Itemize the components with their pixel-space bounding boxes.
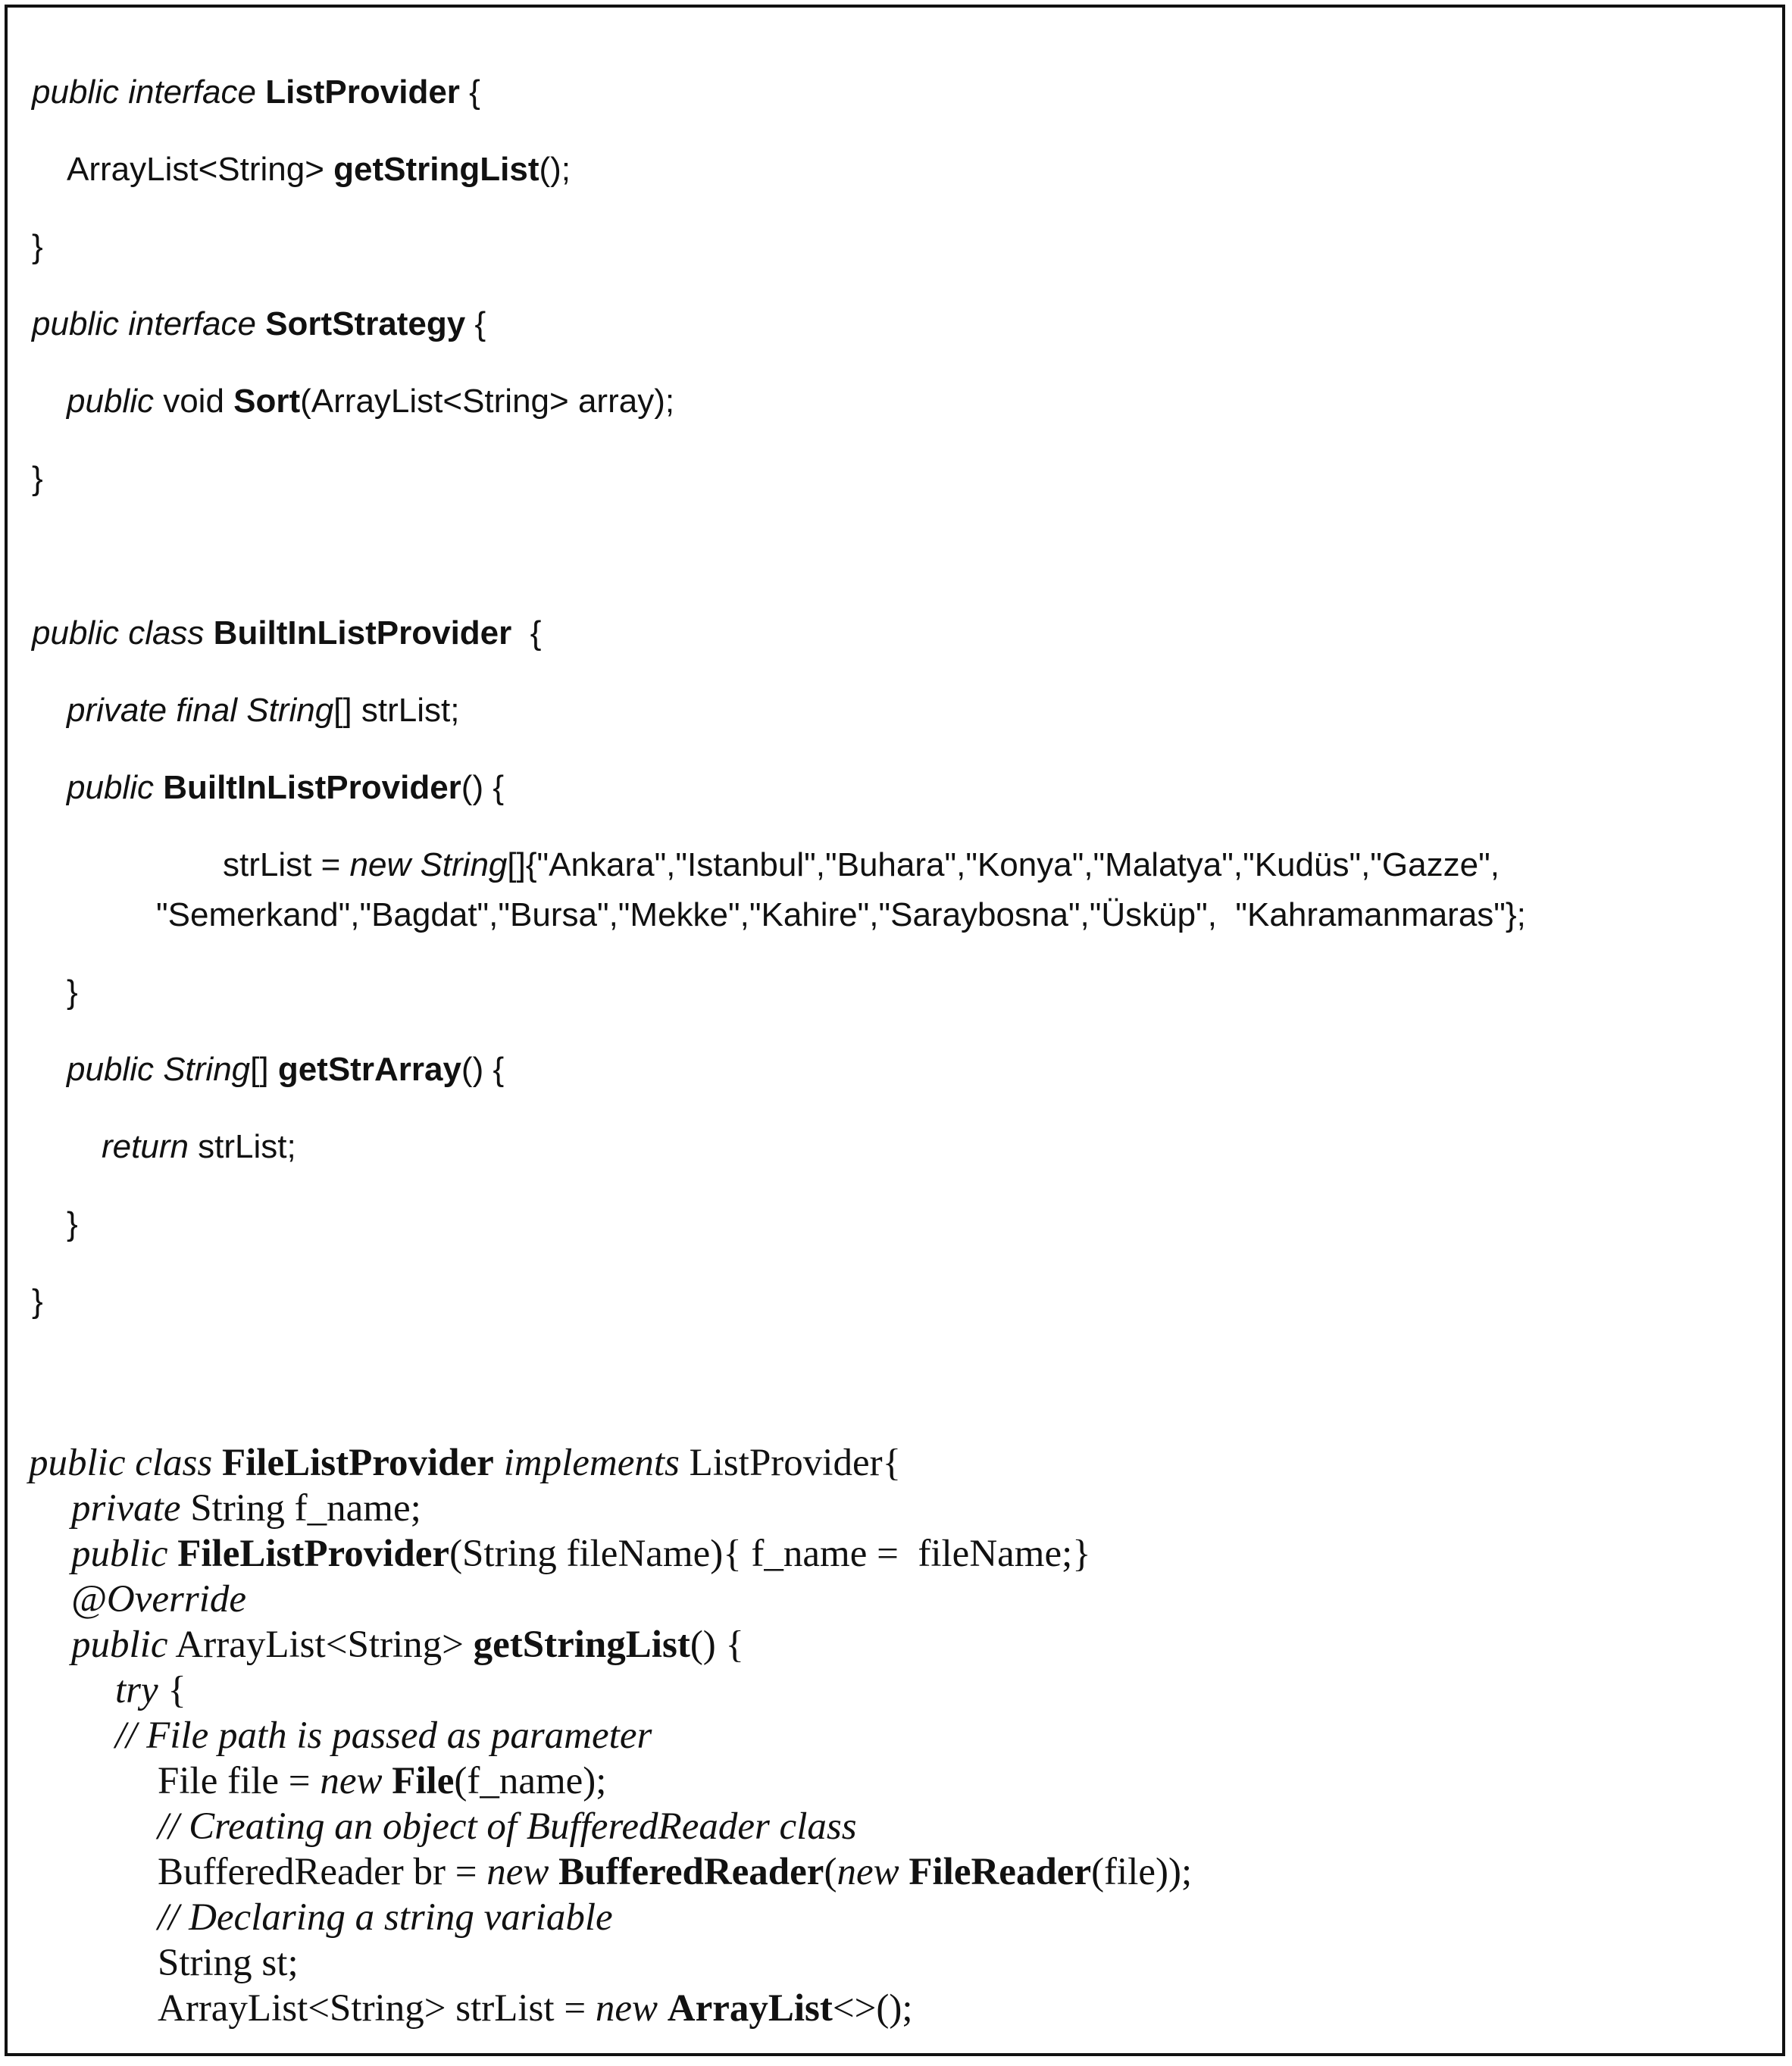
code-token: public	[71, 1533, 168, 1575]
code-token: BuiltInListProvider	[213, 614, 512, 652]
code-token: getStringList	[333, 151, 539, 188]
code-token: ListProvider	[265, 73, 460, 111]
code-token: () {	[690, 1624, 745, 1666]
code-line	[67, 1053, 504, 1086]
code-token: }	[32, 1283, 43, 1320]
code-token: }	[67, 974, 78, 1011]
code-line	[32, 230, 43, 264]
code-token: []{"Ankara","Istanbul","Buhara","Konya","Malatya","Kudüs","Gazze",	[507, 846, 1500, 883]
code-token: {	[158, 1669, 186, 1711]
code-token: getStrArray	[277, 1051, 461, 1088]
code-line	[158, 1805, 857, 1848]
code-token	[549, 1851, 558, 1893]
code-line	[71, 1535, 1091, 1574]
code-token: strList;	[188, 1128, 296, 1165]
code-token: () {	[461, 1051, 505, 1088]
code-token: FileListProvider	[177, 1533, 450, 1575]
code-token: }	[32, 460, 43, 497]
code-token: ArrayList<String>	[167, 1624, 474, 1666]
code-line	[67, 1205, 78, 1242]
code-line	[67, 976, 78, 1009]
code-listing-frame	[5, 5, 1785, 2056]
code-line	[32, 462, 43, 495]
code-token: String f_name;	[180, 1487, 421, 1530]
code-token	[256, 305, 265, 342]
code-token: new String	[349, 846, 508, 883]
code-token: private final String	[67, 692, 334, 729]
code-token: // File path is passed as parameter	[115, 1714, 652, 1757]
code-line	[223, 846, 1500, 883]
code-token	[212, 1442, 222, 1484]
code-token: @Override	[71, 1578, 247, 1621]
code-line	[32, 305, 486, 342]
code-token: strList =	[223, 846, 350, 883]
code-line	[71, 1580, 246, 1619]
code-token: public	[71, 1624, 168, 1666]
code-token: public	[67, 383, 154, 420]
code-token	[899, 1851, 909, 1893]
code-line	[67, 385, 674, 418]
code-token: new	[320, 1760, 383, 1802]
code-line	[156, 896, 1526, 933]
code-token: (file));	[1091, 1851, 1193, 1893]
code-token: <>();	[832, 1987, 913, 2030]
code-line	[158, 1762, 606, 1801]
code-line	[29, 1444, 901, 1483]
code-token: ListProvider{	[679, 1442, 902, 1484]
code-line	[67, 694, 459, 727]
code-line	[158, 1944, 299, 1983]
code-token: }	[32, 228, 43, 265]
code-token: public class	[29, 1442, 213, 1484]
code-token: // Declaring a string variable	[158, 1896, 613, 1939]
code-token: ArrayList<String>	[67, 151, 334, 188]
code-token: FileListProvider	[221, 1442, 494, 1484]
code-token: SortStrategy	[265, 305, 466, 342]
code-token: FileReader	[909, 1851, 1092, 1893]
code-token: void	[153, 383, 234, 420]
code-token	[256, 73, 265, 111]
code-token: Sort	[233, 383, 301, 420]
code-token: new	[837, 1851, 899, 1893]
code-token: new	[595, 1987, 658, 2030]
code-token: ArrayList	[667, 1987, 833, 2030]
code-token: getStringList	[473, 1624, 690, 1666]
code-token: public class	[32, 614, 205, 652]
code-token: {	[459, 73, 480, 111]
code-token: (	[824, 1851, 837, 1893]
code-token: ArrayList<String> strList =	[158, 1987, 596, 2030]
code-line	[158, 1989, 913, 2028]
code-token: "Semerkand","Bagdat","Bursa","Mekke","Kahire","Saraybosna","Üsküp", "Kahramanmaras"};	[156, 896, 1526, 933]
code-token: () {	[461, 769, 505, 806]
code-line	[32, 1285, 43, 1318]
code-token	[154, 769, 163, 806]
code-token: File file =	[158, 1760, 321, 1802]
code-token: private	[71, 1487, 181, 1530]
code-token: [] strList;	[333, 692, 460, 729]
code-token: // Creating an object of BufferedReader class	[158, 1805, 857, 1848]
code-token: public String	[67, 1051, 251, 1088]
code-token: ();	[539, 151, 571, 188]
code-line	[67, 771, 504, 805]
code-token: public interface	[32, 305, 256, 342]
code-line	[32, 73, 480, 111]
code-token: (ArrayList<String> array);	[300, 383, 675, 420]
code-token	[382, 1760, 392, 1802]
code-token	[167, 1533, 177, 1575]
code-token: }	[67, 1205, 78, 1242]
code-token: return	[102, 1128, 189, 1165]
code-token: BufferedReader	[558, 1851, 824, 1893]
code-token: BufferedReader br =	[158, 1851, 487, 1893]
code-token: try	[115, 1669, 158, 1711]
code-token: public	[67, 769, 154, 806]
code-token: String st;	[158, 1942, 299, 1984]
code-token: (String fileName){ f_name = fileName;}	[449, 1533, 1091, 1575]
code-line	[102, 1130, 296, 1164]
code-token	[204, 614, 213, 652]
code-line	[158, 1896, 613, 1939]
code-line	[115, 1714, 652, 1757]
code-token: {	[511, 614, 542, 652]
code-token: {	[465, 305, 486, 342]
code-token: File	[392, 1760, 455, 1802]
code-token	[494, 1442, 504, 1484]
code-token: new	[486, 1851, 549, 1893]
code-line	[158, 1853, 1192, 1892]
code-token: public interface	[32, 73, 256, 111]
code-token: implements	[503, 1442, 680, 1484]
code-line	[71, 1489, 421, 1528]
code-token: (f_name);	[454, 1760, 607, 1802]
code-line	[71, 1626, 744, 1664]
code-token: []	[250, 1051, 278, 1088]
code-token: BuiltInListProvider	[163, 769, 461, 806]
code-line	[32, 614, 542, 652]
code-line	[67, 153, 571, 186]
code-line	[115, 1671, 186, 1710]
code-token	[658, 1987, 668, 2030]
